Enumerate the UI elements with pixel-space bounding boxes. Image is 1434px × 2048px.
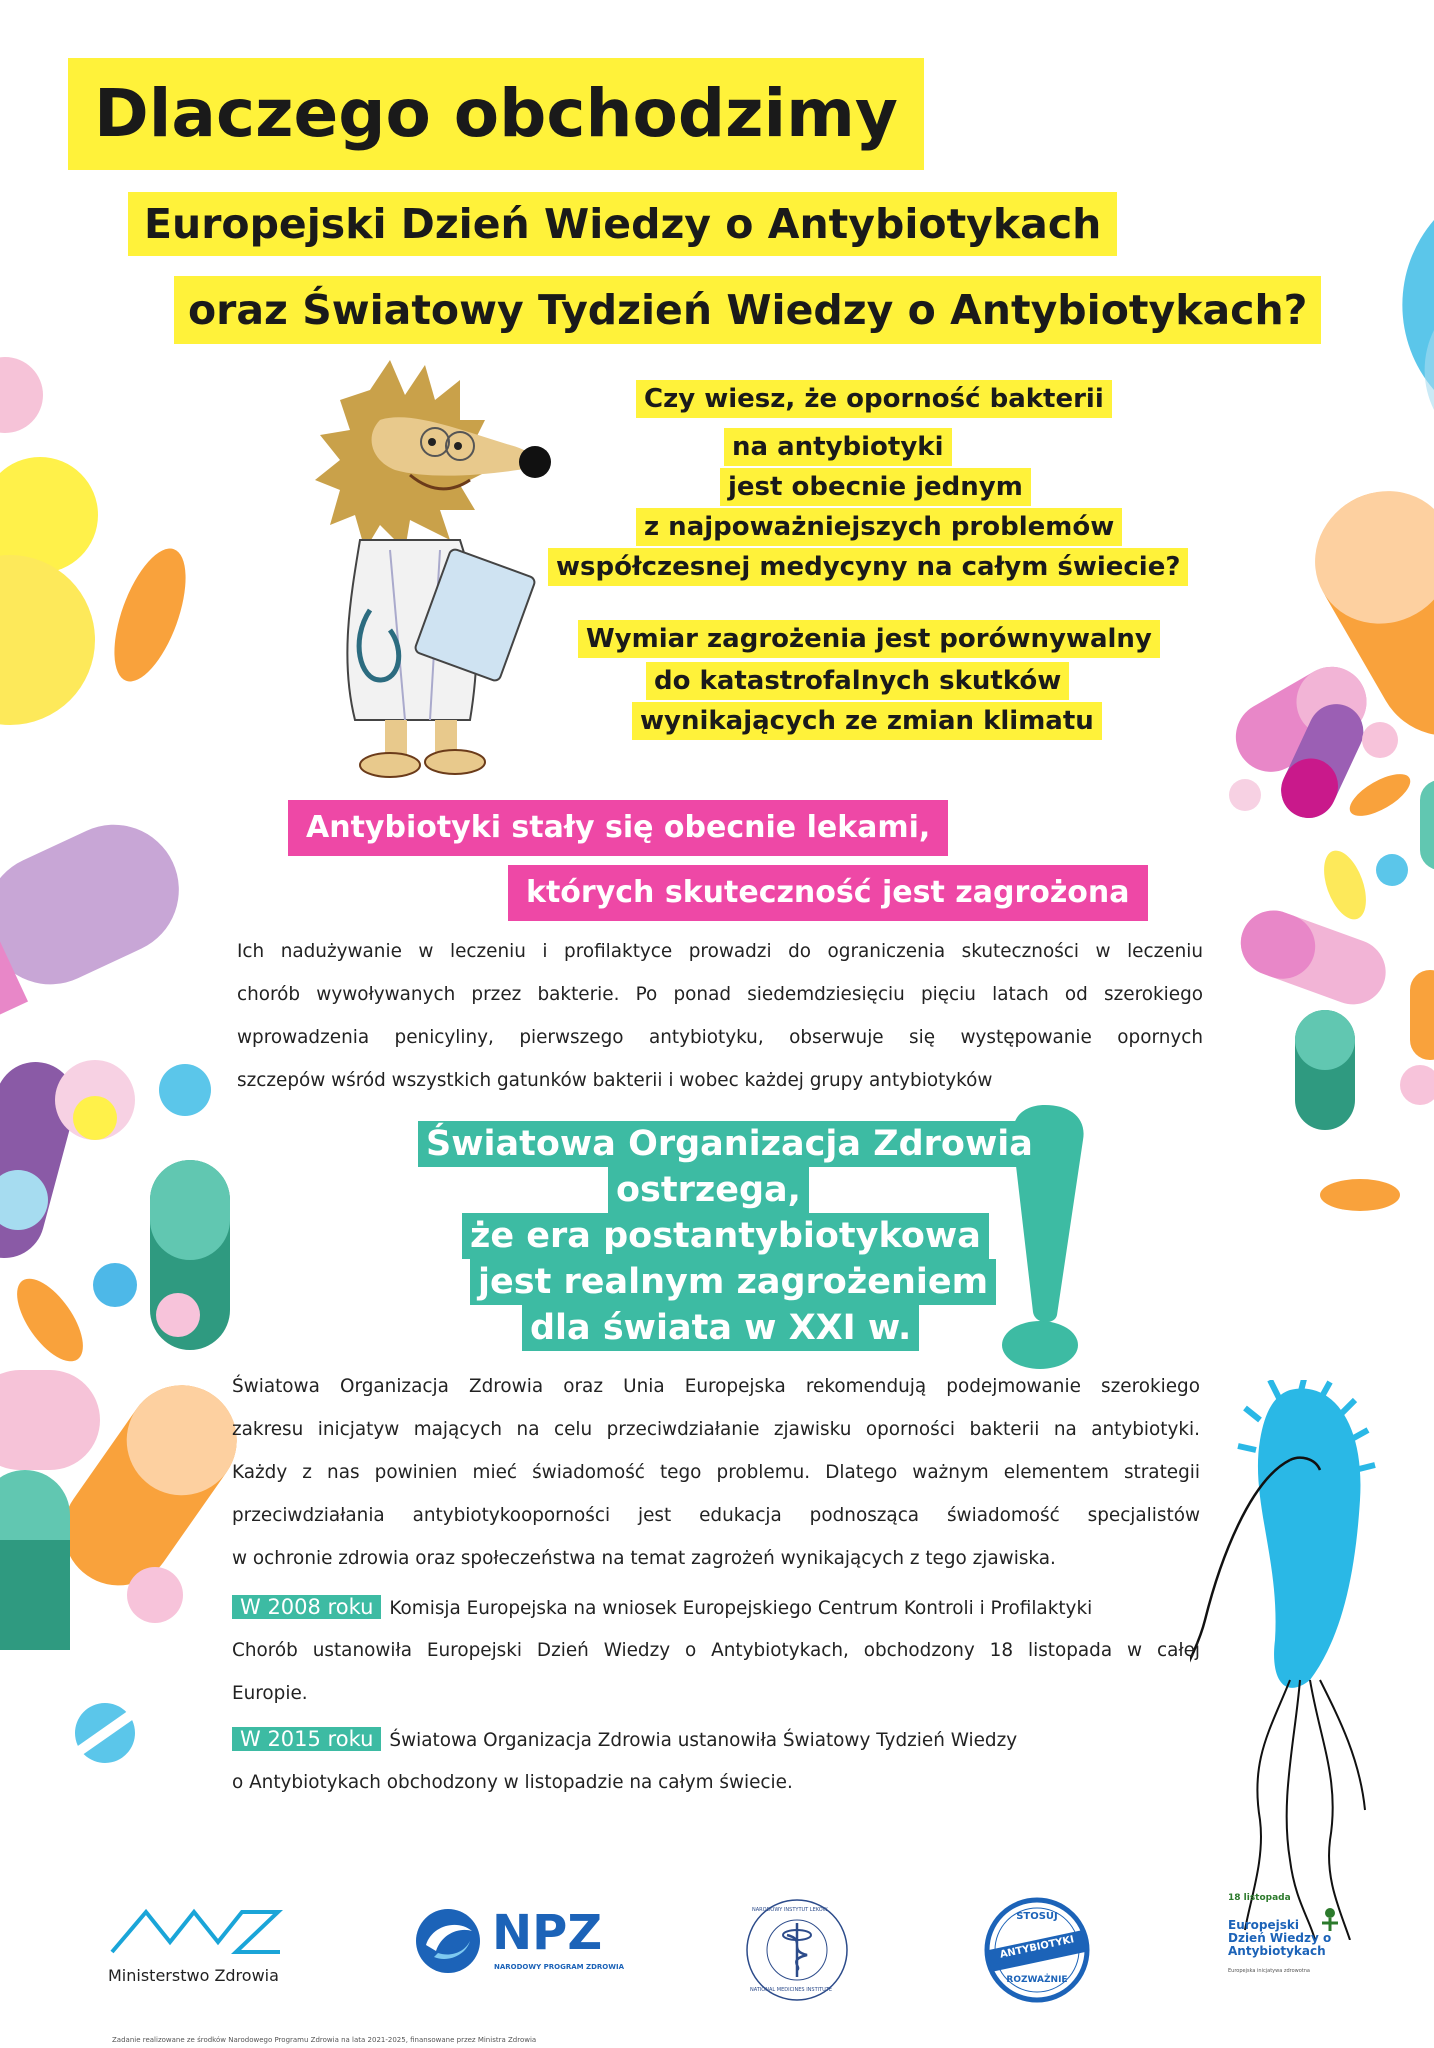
recommendation-paragraph-line: Światowa Organizacja Zdrowia oraz Unia Europejska rekomendują podejmowanie szerokiego [232,1376,1200,1397]
intro-paragraph [237,930,1203,1102]
mz-caption: Ministerstwo Zdrowia [108,1966,279,1985]
intro-paragraph-line: chorób wywoływanych przez bakterie. Po ponad siedemdziesięciu pięciu latach od szerokiego [237,984,1203,1005]
narodowy-instytut-lekow-logo [742,1895,852,2005]
mz-logo-mark-icon [108,1900,288,1960]
question-line5: współczesnej medycyny na całym świecie? [548,548,1188,586]
milestone-2008-badge: W 2008 roku [232,1595,381,1619]
milestone-2008-line3: Europie. [232,1683,308,1704]
footer-funding-note: Zadanie realizowane ze środków Narodowego Programu Zdrowia na lata 2021-2025, finansowane przez Ministra Zdrowia [112,2036,537,2044]
npz-swirl-icon [412,1905,484,1977]
intro-paragraph-line: wprowadzenia penicyliny, pierwszego antybiotyku, obserwuje się występowanie opornych [237,1027,1203,1048]
ministerstwo-zdrowia-logo [108,1900,298,2000]
recommendation-paragraph-line: w ochronie zdrowia oraz społeczeństwa na temat zagrożeń wynikających z tego zjawiska. [232,1548,1056,1569]
intro-paragraph-line: Ich nadużywanie w leczeniu i profilaktyce prowadzi do ograniczenia skuteczności w leczeniu [237,941,1203,962]
who-banner-line1: Światowa Organizacja Zdrowia [418,1121,1041,1167]
intro-paragraph-line: szczepów wśród wszystkich gatunków bakterii i wobec każdej grupy antybiotyków [237,1070,993,1091]
stosuj-band-text: ANTYBIOTYKI [998,1934,1076,1961]
npz-name: NPZ [492,1905,603,1961]
milestone-2008-line1: Komisja Europejska na wniosek Europejskiego Centrum Kontroli i Profilaktyki [389,1598,1093,1619]
eaad-line3: Antybiotykach [1228,1944,1326,1958]
question-line1: Czy wiesz, że oporność bakterii [636,380,1112,418]
threat-line3: wynikających ze zmian klimatu [632,702,1102,740]
question-line4: z najpoważniejszych problemów [636,508,1122,546]
milestone-2015-line2: o Antybiotykach obchodzony w listopadzie na całym świecie. [232,1772,793,1793]
eaad-line1: Europejski [1228,1918,1299,1932]
milestone-2015 [232,1718,1200,1804]
eaad-logo [1228,1893,1368,2013]
stosuj-antybiotyki-logo [982,1895,1092,2005]
recommendation-paragraph-line: przeciwdziałania antybiotykooporności jest edukacja podnosząca świadomość specjalistów [232,1505,1200,1526]
who-banner-line3: że era postantybiotykowa [462,1213,989,1259]
stosuj-top-text: STOSUJ [1016,1911,1058,1922]
question-line3: jest obecnie jednym [720,468,1031,506]
stosuj-bottom-text: ROZWAŻNIE [1006,1975,1068,1985]
milestone-2015-badge: W 2015 roku [232,1727,381,1751]
who-banner-line5: dla świata w XXI w. [522,1305,919,1351]
main-heading-line3: oraz Światowy Tydzień Wiedzy o Antybiotykach? [174,276,1321,344]
main-heading-line2: Europejski Dzień Wiedzy o Antybiotykach [128,192,1117,256]
threat-line2: do katastrofalnych skutków [646,662,1069,700]
nil-ring-top: NARODOWY INSTYTUT LEKÓW [752,1907,828,1913]
main-heading-line1: Dlaczego obchodzimy [68,58,924,170]
eaad-figure-icon [1310,1905,1350,1935]
bacterium-illustration [1190,1380,1430,1940]
recommendation-paragraph [232,1365,1200,1580]
eaad-small: Europejska inicjatywa zdrowotna [1228,1968,1310,1974]
nil-ring-bottom: NATIONAL MEDICINES INSTITUTE [750,1987,833,1993]
question-line2: na antybiotyki [724,428,952,466]
pink-banner-line2: których skuteczność jest zagrożona [508,865,1148,921]
hedgehog-doctor-illustration [310,350,570,780]
recommendation-paragraph-line: Każdy z nas powinien mieć świadomość tego problemu. Dlatego ważnym elementem strategii [232,1462,1200,1483]
milestone-2015-line1: Światowa Organizacja Zdrowia ustanowiła Światowy Tydzień Wiedzy [389,1730,1018,1751]
pink-banner-line1: Antybiotyki stały się obecnie lekami, [288,800,948,856]
who-banner-line2: ostrzega, [608,1167,809,1213]
who-banner-line4: jest realnym zagrożeniem [470,1259,996,1305]
threat-line1: Wymiar zagrożenia jest porównywalny [578,620,1160,658]
eaad-date: 18 listopada [1228,1893,1291,1903]
milestone-2008 [232,1586,1200,1715]
eaad-line2: Dzień Wiedzy o [1228,1931,1332,1945]
npz-logo [412,1905,632,1985]
npz-caption: NARODOWY PROGRAM ZDROWIA [494,1963,625,1971]
milestone-2008-line2: Chorób ustanowiła Europejski Dzień Wiedzy o Antybiotykach, obchodzony 18 listopada w całej [232,1640,1200,1661]
recommendation-paragraph-line: zakresu inicjatyw mających na celu przeciwdziałanie zjawisku oporności bakterii na antybiotyki. [232,1419,1200,1440]
